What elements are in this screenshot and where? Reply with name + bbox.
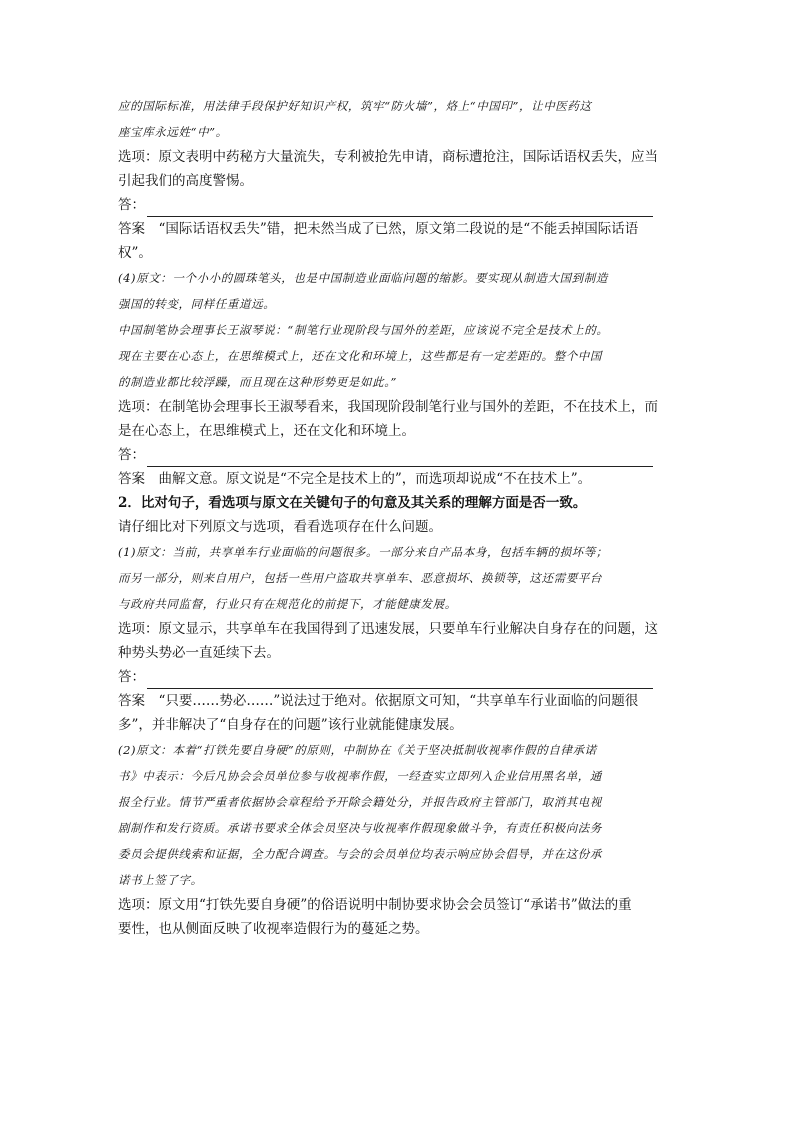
answer-line[interactable]	[118, 193, 680, 217]
quote-text: (1)原文：当前，共享单车行业面临的问题很多。一部分来自产品本身，包括车辆的损坏等；	[118, 545, 608, 559]
answer-text: 答案 “只要……势必……”说法过于绝对。依据原文可知，“共享单车行业面临的问题很	[118, 693, 639, 709]
option-text: 种势头势必一直延续下去。	[118, 645, 280, 661]
quote-text: 委员会提供线索和证据，全力配合调查。与会的会员单位均表示响应协会倡导，并在这份承	[118, 847, 602, 861]
answer-line[interactable]	[118, 443, 680, 467]
option-text: 引起我们的高度警惕。	[118, 173, 253, 189]
answer-text: 多”，并非解决了“自身存在的问题”该行业就能健康发展。	[118, 717, 463, 733]
option-text: 选项：在制笔协会理事长王淑琴看来，我国现阶段制笔行业与国外的差距，不在技术上，而	[118, 399, 658, 415]
answer-blank[interactable]	[147, 671, 653, 689]
option-text: 选项：原文用“打铁先要自身硬”的俗语说明中制协要求协会会员签订“承诺书”做法的重	[118, 897, 632, 913]
quote-text: 中国制笔协会理事长王淑琴说：“制笔行业现阶段与国外的差距，应该说不完全是技术上的。	[118, 323, 609, 337]
document-page	[118, 93, 680, 941]
quote-text: 与政府共同监督，行业只有在规范化的前提下，才能健康发展。	[118, 597, 457, 611]
quote-text: 剧制作和发行资质。承诺书要求全体会员坚决与收视率作假现象做斗争，有责任积极向法务	[118, 821, 602, 835]
answer-label: 答：	[118, 669, 145, 685]
quote-text: (4)原文：一个小小的圆珠笔头，也是中国制造业面临问题的缩影。要实现从制造大国到制造	[118, 271, 608, 285]
answer-blank[interactable]	[147, 449, 653, 467]
instruction-text: 请仔细比对下列原文与选项，看看选项存在什么问题。	[118, 519, 442, 535]
answer-line[interactable]	[118, 665, 680, 689]
answer-text: 答案 曲解文意。原文说是“不完全是技术上的”，而选项却说成“不在技术上”。	[118, 471, 592, 487]
option-text: 选项：原文表明中药秘方大量流失，专利被抢先申请，商标遭抢注，国际话语权丢失，应当	[118, 149, 658, 165]
option-text: 选项：原文显示，共享单车在我国得到了迅速发展，只要单车行业解决自身存在的问题，这	[118, 621, 658, 637]
quote-text: 的制造业都比较浮躁，而且现在这种形势更是如此。”	[118, 375, 398, 389]
quote-text: 应的国际标准，用法律手段保护好知识产权，筑牢“防火墙”，烙上“中国印”，让中医药这	[118, 99, 592, 113]
section-heading: 2．比对句子，看选项与原文在关键句子的句意及其关系的理解方面是否一致。	[118, 495, 587, 511]
quote-text: (2)原文：本着“打铁先要自身硬”的原则，中制协在《关于坚决抵制收视率作假的自律承诺	[118, 743, 597, 757]
quote-text: 座宝库永远姓“中”。	[118, 125, 228, 139]
answer-text: 权”。	[118, 245, 152, 261]
quote-text: 书》中表示：今后凡协会会员单位参与收视率作假，一经查实立即列入企业信用黑名单，通	[118, 769, 602, 783]
answer-text: 答案 “国际话语权丢失”错，把未然当成了已然，原文第二段说的是“不能丢掉国际话语	[118, 221, 639, 237]
quote-text: 现在主要在心态上，在思维模式上，还在文化和环境上，这些都是有一定差距的。整个中国	[118, 349, 602, 363]
option-text: 是在心态上，在思维模式上，还在文化和环境上。	[118, 423, 415, 439]
option-text: 要性，也从侧面反映了收视率造假行为的蔓延之势。	[118, 921, 429, 937]
quote-text: 强国的转变，同样任重道远。	[118, 297, 276, 311]
quote-text: 而另一部分，则来自用户，包括一些用户盗取共享单车、恶意损坏、换锁等，这还需要平台	[118, 571, 602, 585]
answer-label: 答：	[118, 197, 145, 213]
answer-label: 答：	[118, 447, 145, 463]
quote-text: 报全行业。情节严重者依据协会章程给予开除会籍处分，并报告政府主管部门，取消其电视	[118, 795, 602, 809]
quote-text: 诺书上签了字。	[118, 873, 203, 887]
answer-blank[interactable]	[147, 199, 653, 217]
